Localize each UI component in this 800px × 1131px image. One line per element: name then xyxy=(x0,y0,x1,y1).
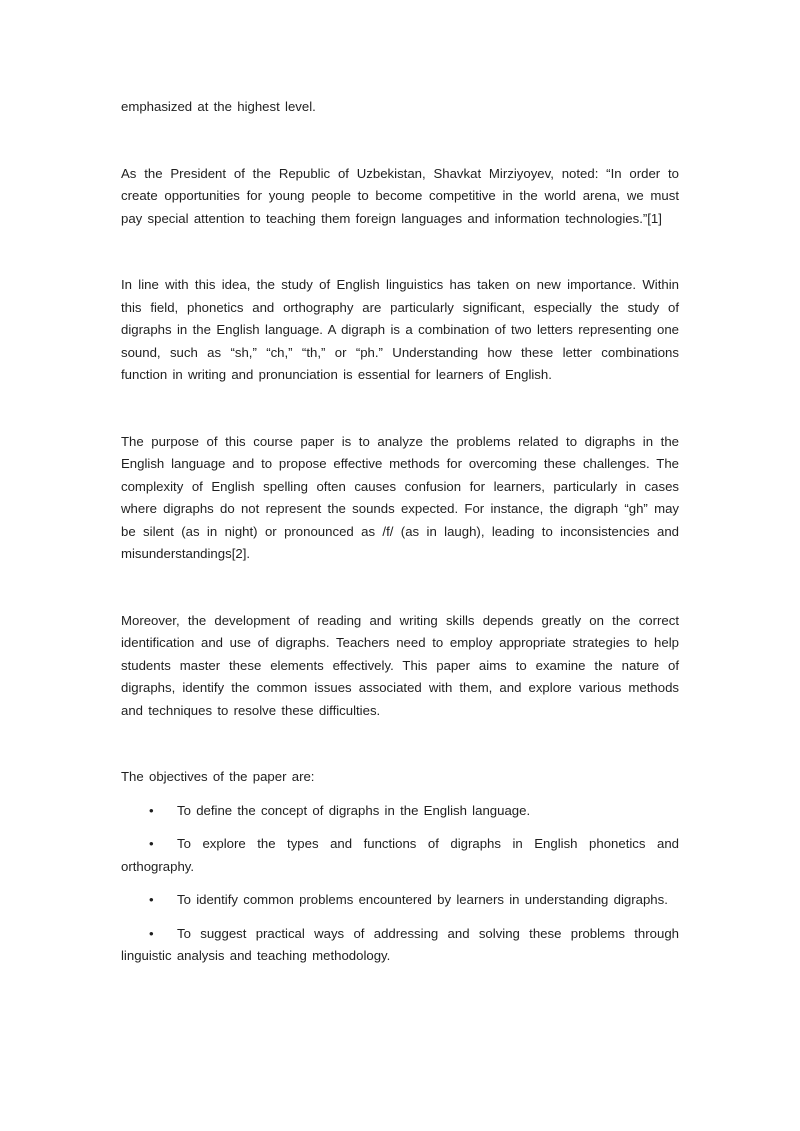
bullet-gap xyxy=(121,789,679,800)
paragraph-english-linguistics: In line with this idea, the study of English linguistics has taken on new importance. Within this field, phonetics and orthography are particularly significant, especially the study of digraphs in the English language. A digraph is a combination of two letters representing one sound, such as “sh,” “ch,” “th,” or “ph.” Understanding how these letter combinations function in writing and pronunciation is essential for learners of English. xyxy=(121,277,679,382)
paragraph-gap xyxy=(121,722,679,766)
objective-text: To suggest practical ways of addressing and solving these problems through linguistic analysis and teaching methodology. xyxy=(121,925,679,963)
paragraph-purpose: The purpose of this course paper is to analyze the problems related to digraphs in the English language and to propose effective methods for overcoming these challenges. The complexity of English spelling often causes confusion for learners, particularly in cases where digraphs do not represent the sounds expected. For instance, the digraph “gh” may be silent (as in night) or pronounced as /f/ (as in laugh), leading to inconsistencies and misunderstandings[2]. xyxy=(121,433,679,561)
paragraph-gap xyxy=(121,230,679,274)
objective-text: To identify common problems encountered by learners in understanding digraphs. xyxy=(177,892,668,907)
paragraph-continuation: emphasized at the highest level. xyxy=(121,99,316,114)
bullet-gap xyxy=(121,878,679,889)
document-page xyxy=(121,96,679,968)
paragraph-gap xyxy=(121,566,679,610)
objective-text: To explore the types and functions of digraphs in English phonetics and orthography. xyxy=(121,836,679,874)
bullet-icon: • xyxy=(149,892,154,907)
bullet-icon: • xyxy=(149,925,154,941)
objective-text: To define the concept of digraphs in the English language. xyxy=(177,802,531,818)
paragraph-gap xyxy=(121,387,679,431)
paragraph-president-quote: As the President of the Republic of Uzbekistan, Shavkat Mirziyoyev, noted: “In order to create opportunities for young people to become competitive in the world arena, we must pay special attention to teaching them foreign languages and information technologies.”[1] xyxy=(121,165,679,226)
objective-item xyxy=(121,800,679,823)
objective-item xyxy=(121,923,679,968)
paragraph-reading-writing: Moreover, the development of reading and writing skills depends greatly on the correct identification and use of digraphs. Teachers need to employ appropriate strategies to help students master these elements effectively. This paper aims to examine the nature of digraphs, identify the common issues associated with them, and explore various methods and techniques to resolve these difficulties. xyxy=(121,612,679,718)
paragraph-objectives-intro: The objectives of the paper are: xyxy=(121,769,315,784)
bullet-gap xyxy=(121,912,679,923)
paragraph-gap xyxy=(121,119,679,163)
bullet-icon: • xyxy=(149,802,154,818)
bullet-icon: • xyxy=(149,836,154,851)
objective-item xyxy=(121,833,679,878)
objectives-list xyxy=(121,800,679,968)
bullet-gap xyxy=(121,822,679,833)
objective-item xyxy=(121,889,679,912)
